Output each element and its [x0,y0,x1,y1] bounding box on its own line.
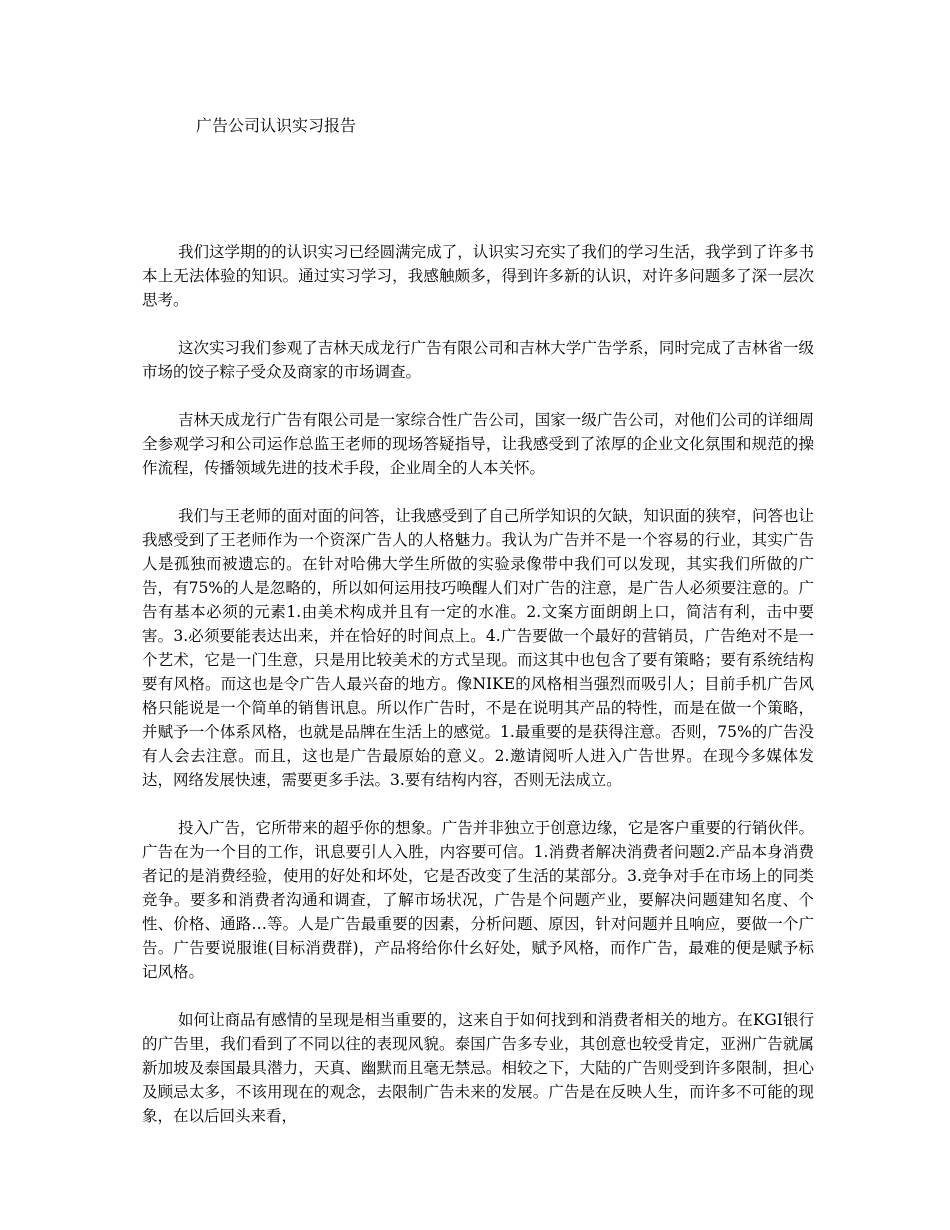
paragraph-4: 我们与王老师的面对面的问答，让我感受到了自己所学知识的欠缺，知识面的狭窄，问答也让我感受到了王老师作为一个资深广告人的人格魅力。我认为广告并不是一个容易的行业，其实广告人是孤独而被遗忘的。在针对哈佛大学生所做的实验录像带中我们可以发现，其实我们所做的广告，有75%的人是忽略的，所以如何运用技巧唤醒人们对广告的注意，是广告人必须要注意的。广告有基本必须的元素1.由美术构成并且有一定的水准。2.文案方面朗朗上口，简洁有利，击中要害。3.必须要能表达出来，并在恰好的时间点上。4.广告要做一个最好的营销员，广告绝对不是一个艺术，它是一门生意，只是用比较美术的方式呈现。而这其中也包含了要有策略；要有系统结构要有风格。而这也是令广告人最兴奋的地方。像NIKE的风格相当强烈而吸引人；目前手机广告风格只能说是一个简单的销售讯息。所以作广告时，不是在说明其产品的特性，而是在做一个策略，并赋予一个体系风格，也就是品牌在生活上的感觉。1.最重要的是获得注意。否则，75%的广告没有人会去注意。而且，这也是广告最原始的意义。2.邀请阅听人进入广告世界。在现今多媒体发达，网络发展快速，需要更多手法。3.要有结构内容，否则无法成立。 [142,507,814,789]
document-body [142,240,814,1152]
document-title: 广告公司认识实习报告 [196,116,357,135]
paragraph-1: 我们这学期的的认识实习已经圆满完成了，认识实习充实了我们的学习生活，我学到了许多书本上无法体验的知识。通过实习学习，我感触颇多，得到许多新的认识，对许多问题多了深一层次思考。 [142,243,814,309]
paragraph-5: 投入广告，它所带来的超乎你的想象。广告并非独立于创意边缘，它是客户重要的行销伙伴。广告在为一个目的工作，讯息要引人入胜，内容要可信。1.消费者解决消费者问题2.产品本身消费者记的是消费经验，使用的好处和坏处，它是否改变了生活的某部分。3.竞争对手在市场上的同类竞争。要多和消费者沟通和调查，了解市场状况，广告是个问题产业，要解决问题建知名度、个性、价格、通路…等。人是广告最重要的因素，分析问题、原因，针对问题并且响应，要做一个广告。广告要说服谁(目标消费群)，产品将给你什幺好处，赋予风格，而作广告，最难的便是赋予标记风格。 [142,819,814,981]
paragraph-6: 如何让商品有感情的呈现是相当重要的，这来自于如何找到和消费者相关的地方。在KGI银行的广告里，我们看到了不同以往的表现风貌。泰国广告多专业，其创意也较受肯定，亚洲广告就属新加坡及泰国最具潜力，天真、幽默而且毫无禁忌。相较之下，大陆的广告则受到许多限制，担心及顾忌太多，不该用现在的观念，去限制广告未来的发展。广告是在反映人生，而许多不可能的现象，在以后回头来看， [142,1011,814,1125]
paragraph-3: 吉林天成龙行广告有限公司是一家综合性广告公司，国家一级广告公司，对他们公司的详细周全参观学习和公司运作总监王老师的现场答疑指导，让我感受到了浓厚的企业文化氛围和规范的操作流程，传播领域先进的技术手段，企业周全的人本关怀。 [142,411,814,477]
paragraph-2: 这次实习我们参观了吉林天成龙行广告有限公司和吉林大学广告学系，同时完成了吉林省一级市场的饺子粽子受众及商家的市场调查。 [142,339,814,381]
